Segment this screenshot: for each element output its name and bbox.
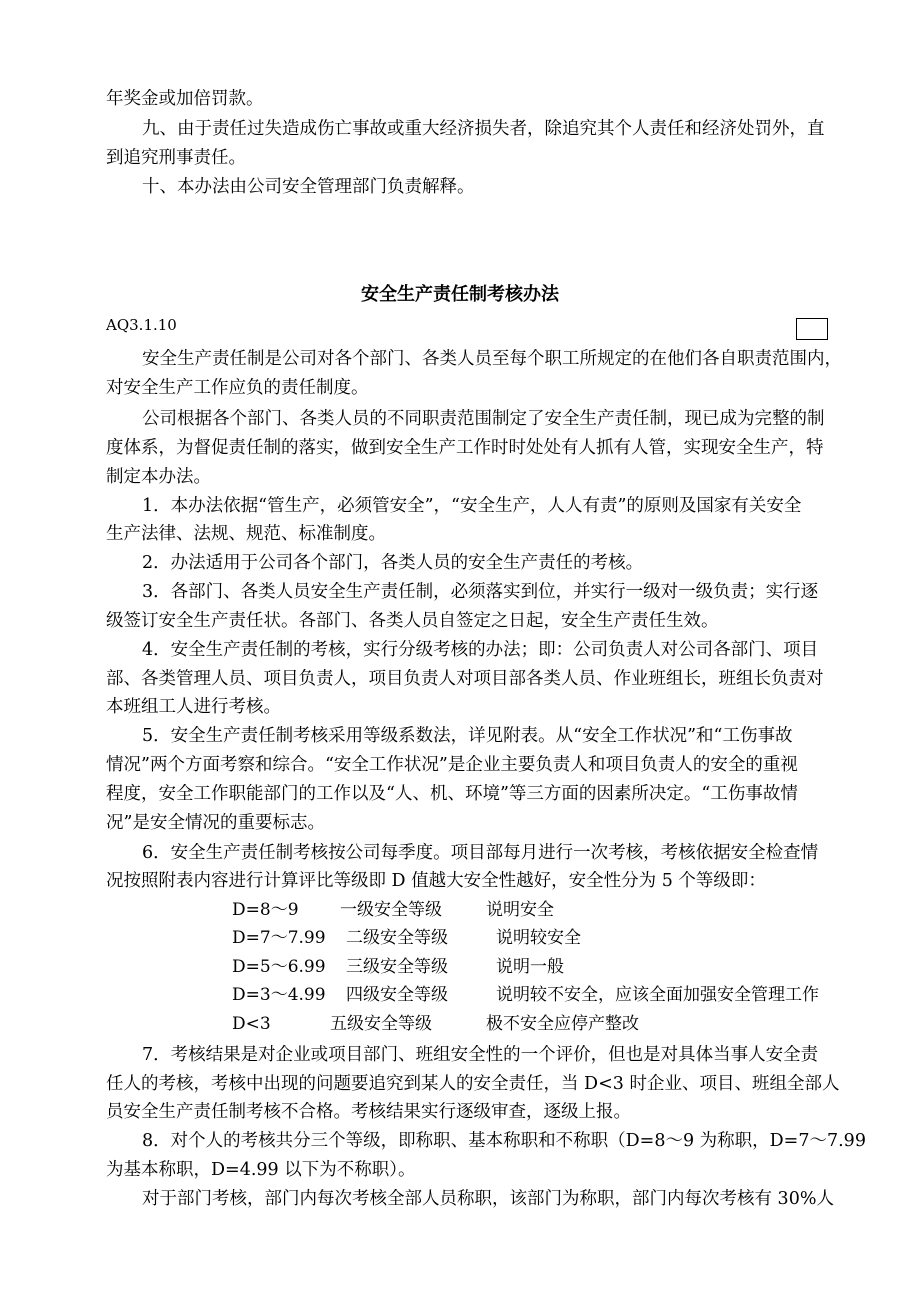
paragraph-line: 生产法律、法规、规范、标准制度。 (106, 524, 386, 544)
level-range: D=5～6.99 (232, 957, 326, 977)
paragraph-line: 员安全生产责任制考核不合格。考核结果实行逐级审查，逐级上报。 (106, 1102, 631, 1122)
level-grade: 一级安全等级 (340, 900, 442, 920)
paragraph-line: 5．安全生产责任制考核采用等级系数法，详见附表。从“安全工作状况”和“工伤事故 (142, 726, 793, 746)
level-desc: 说明较安全 (496, 928, 581, 948)
paragraph-line: 6．安全生产责任制考核按公司每季度。项目部每月进行一次考核，考核依据安全检查情 (142, 843, 819, 863)
level-desc: 说明一般 (496, 957, 564, 977)
level-range: D=8～9 (232, 900, 299, 920)
paragraph-line: 2．办法适用于公司各个部门，各类人员的安全生产责任的考核。 (142, 553, 644, 573)
paragraph-line: 级签订安全生产责任状。各部门、各类人员自签定之日起，安全生产责任生效。 (106, 611, 719, 631)
level-grade: 二级安全等级 (346, 928, 448, 948)
paragraph-line: 到追究刑事责任。 (106, 148, 246, 168)
paragraph-line: 4．安全生产责任制的考核，实行分级考核的办法；即：公司负责人对公司各部门、项目 (142, 640, 819, 660)
level-range: D<3 (232, 1014, 271, 1034)
level-grade: 三级安全等级 (346, 957, 448, 977)
paragraph-line: 为基本称职，D=4.99 以下为不称职）。 (106, 1160, 416, 1180)
level-desc: 极不安全应停产整改 (486, 1014, 639, 1034)
paragraph-line: 对于部门考核，部门内每次考核全部人员称职，该部门为称职，部门内每次考核有 30%人 (142, 1189, 834, 1209)
document-code: AQ3.1.10 (106, 316, 177, 334)
paragraph-line: 九、由于责任过失造成伤亡事故或重大经济损失者，除追究其个人责任和经济处罚外，直 (142, 119, 825, 139)
paragraph-line: 十、本办法由公司安全管理部门负责解释。 (142, 177, 475, 197)
paragraph-line: 况”是安全情况的重要标志。 (106, 813, 325, 833)
paragraph-line: 对安全生产工作应负的责任制度。 (106, 378, 369, 398)
paragraph-line: 年奖金或加倍罚款。 (106, 89, 264, 109)
paragraph-line: 部、各类管理人员、项目负责人，项目负责人对项目部各类人员、作业班组长，班组长负责对 (106, 669, 824, 689)
paragraph-line: 度体系，为督促责任制的落实，做到安全生产工作时时处处有人抓有人管，实现安全生产，特 (106, 438, 824, 458)
level-range: D=7～7.99 (232, 928, 326, 948)
paragraph-line: 制定本办法。 (106, 467, 211, 487)
level-grade: 四级安全等级 (346, 985, 448, 1005)
empty-box (796, 318, 828, 340)
document-title: 安全生产责任制考核办法 (361, 284, 559, 305)
level-desc: 说明安全 (486, 900, 554, 920)
paragraph-line: 8．对个人的考核共分三个等级，即称职、基本称职和不称职（D=8～9 为称职，D=7～7.99 (142, 1131, 866, 1151)
paragraph-line: 情况”两个方面考察和综合。“安全工作状况”是企业主要负责人和项目负责人的安全的重视 (106, 755, 798, 775)
paragraph-line: 3．各部门、各类人员安全生产责任制，必须落实到位，并实行一级对一级负责；实行逐 (142, 582, 819, 602)
paragraph-line: 况按照附表内容进行计算评比等级即 D 值越大安全性越好，安全性分为 5 个等级即： (106, 871, 766, 891)
level-desc: 说明较不安全，应该全面加强安全管理工作 (496, 985, 819, 1005)
paragraph-line: 安全生产责任制是公司对各个部门、各类人员至每个职工所规定的在他们各自职责范围内， (142, 349, 842, 369)
paragraph-line: 程度，安全工作职能部门的工作以及“人、机、环境”等三方面的因素所决定。“工伤事故情 (106, 784, 798, 804)
paragraph-line: 1．本办法依据“管生产，必须管安全”，“安全生产，人人有责”的原则及国家有关安全 (142, 496, 802, 516)
paragraph-line: 本班组工人进行考核。 (106, 697, 281, 717)
level-grade: 五级安全等级 (330, 1014, 432, 1034)
level-range: D=3～4.99 (232, 985, 326, 1005)
paragraph-line: 公司根据各个部门、各类人员的不同职责范围制定了安全生产责任制，现已成为完整的制 (142, 409, 825, 429)
paragraph-line: 7．考核结果是对企业或项目部门、班组安全性的一个评价，但也是对具体当事人安全责 (142, 1045, 819, 1065)
paragraph-line: 任人的考核，考核中出现的问题要追究到某人的安全责任，当 D<3 时企业、项目、班组全部人 (106, 1074, 840, 1094)
